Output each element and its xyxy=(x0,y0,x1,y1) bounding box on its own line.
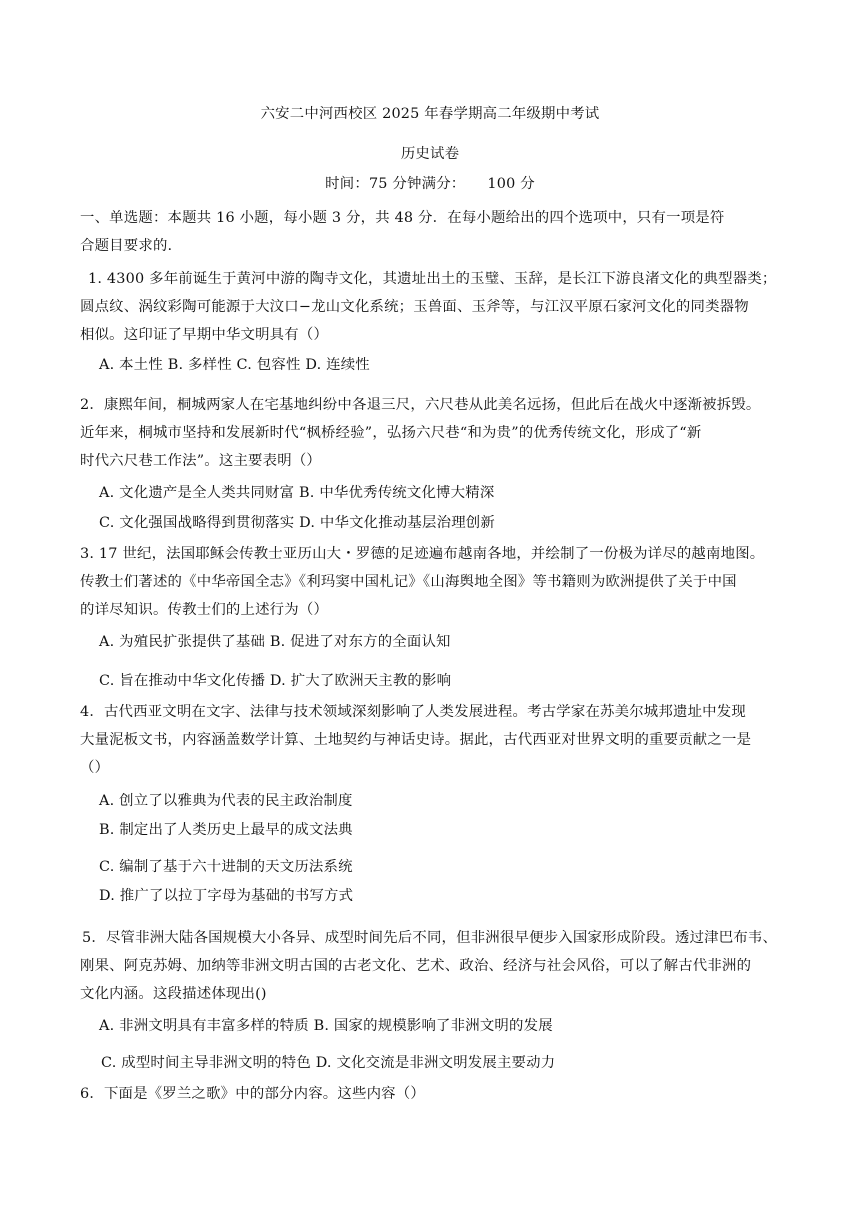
question-text-line: 刚果、阿克苏姆、加纳等非洲文明古国的古老文化、艺术、政治、经济与社会风俗，可以了解古代非洲的 xyxy=(80,958,752,974)
question-text-line: 大量泥板文书，内容涵盖数学计算、土地契约与神话史诗。据此，古代西亚对世界文明的重要贡献之一是 xyxy=(80,732,752,748)
question-text-line: 6．下面是《罗兰之歌》中的部分内容。这些内容（） xyxy=(80,1086,425,1102)
question-text-line: 的详尽知识。传教士们的上述行为（） xyxy=(80,602,329,618)
question-text-line: （） xyxy=(80,760,110,776)
question-text-line: 相似。这印证了早期中华文明具有（） xyxy=(80,327,329,343)
question-text-line: 圆点纹、涡纹彩陶可能源于大汶口−龙山文化系统；玉兽面、玉斧等，与江汉平原石家河文化的同类器物 xyxy=(80,299,749,315)
question-option: D. 推广了以拉丁字母为基础的书写方式 xyxy=(99,888,354,904)
question-text-line: 4．古代西亚文明在文字、法律与技术领域深刻影响了人类发展进程。考古学家在苏美尔城邦遗址中发现 xyxy=(80,704,746,720)
question-text-line: 1. 4300 多年前诞生于黄河中游的陶寺文化，其遗址出土的玉璧、玉辞，是长江下游良渚文化的典型器类； xyxy=(88,271,777,287)
question-options: A. 非洲文明具有丰富多样的特质 B. 国家的规模影响了非洲文明的发展 xyxy=(99,1018,553,1034)
question-text-line: 3. 17 世纪，法国耶稣会传教士亚历山大・罗德的足迹遍布越南各地，并绘制了一份极为详尽的越南地图。 xyxy=(80,546,765,562)
question-text-line: 时代六尺巷工作法”。这主要表明（） xyxy=(80,453,322,469)
question-text-line: 传教士们著述的《中华帝国全志》《利玛窦中国札记》《山海舆地全图》等书籍则为欧洲提供了关于中国 xyxy=(80,574,737,590)
time-info: 时间：75 分钟满分： 100 分 xyxy=(325,176,535,192)
question-text-line: 5．尽管非洲大陆各国规模大小各异、成型时间先后不同，但非洲很早便步入国家形成阶段。透过津巴布韦、 xyxy=(82,930,778,946)
question-options: C. 成型时间主导非洲文明的特色 D. 文化交流是非洲文明发展主要动力 xyxy=(101,1055,556,1071)
question-text-line: 2．康熙年间，桐城两家人在宅基地纠纷中各退三尺，六尺巷从此美名远扬，但此后在战火中逐渐被拆毁。 xyxy=(80,397,761,413)
question-options: C. 文化强国战略得到贯彻落实 D. 中华文化推动基层治理创新 xyxy=(99,515,495,531)
section-instruction-line-2: 合题目要求的. xyxy=(80,238,173,254)
question-options: A. 为殖民扩张提供了基础 B. 促进了对东方的全面认知 xyxy=(99,634,451,650)
question-text-line: 文化内涵。这段描述体现出() xyxy=(80,986,267,1002)
question-text-line: 近年来，桐城市坚持和发展新时代“枫桥经验”，弘扬六尺巷“和为贵”的优秀传统文化，形成了“新 xyxy=(80,425,702,441)
question-option: A. 创立了以雅典为代表的民主政治制度 xyxy=(99,793,353,809)
question-options: A. 本土性 B. 多样性 C. 包容性 D. 连续性 xyxy=(99,357,370,373)
question-option: B. 制定出了人类历史上最早的成文法典 xyxy=(99,822,353,838)
subject-title: 历史试卷 xyxy=(400,146,460,162)
section-instruction-line-1: 一、单选题：本题共 16 小题，每小题 3 分，共 48 分．在每小题给出的四个选项中，只有一项是符 xyxy=(80,210,725,226)
question-options: A. 文化遗产是全人类共同财富 B. 中华优秀传统文化博大精深 xyxy=(99,485,495,501)
exam-title: 六安二中河西校区 2025 年春学期高二年级期中考试 xyxy=(260,106,600,122)
question-option: C. 编制了基于六十进制的天文历法系统 xyxy=(99,859,353,875)
question-options: C. 旨在推动中华文化传播 D. 扩大了欧洲天主教的影响 xyxy=(99,673,452,689)
